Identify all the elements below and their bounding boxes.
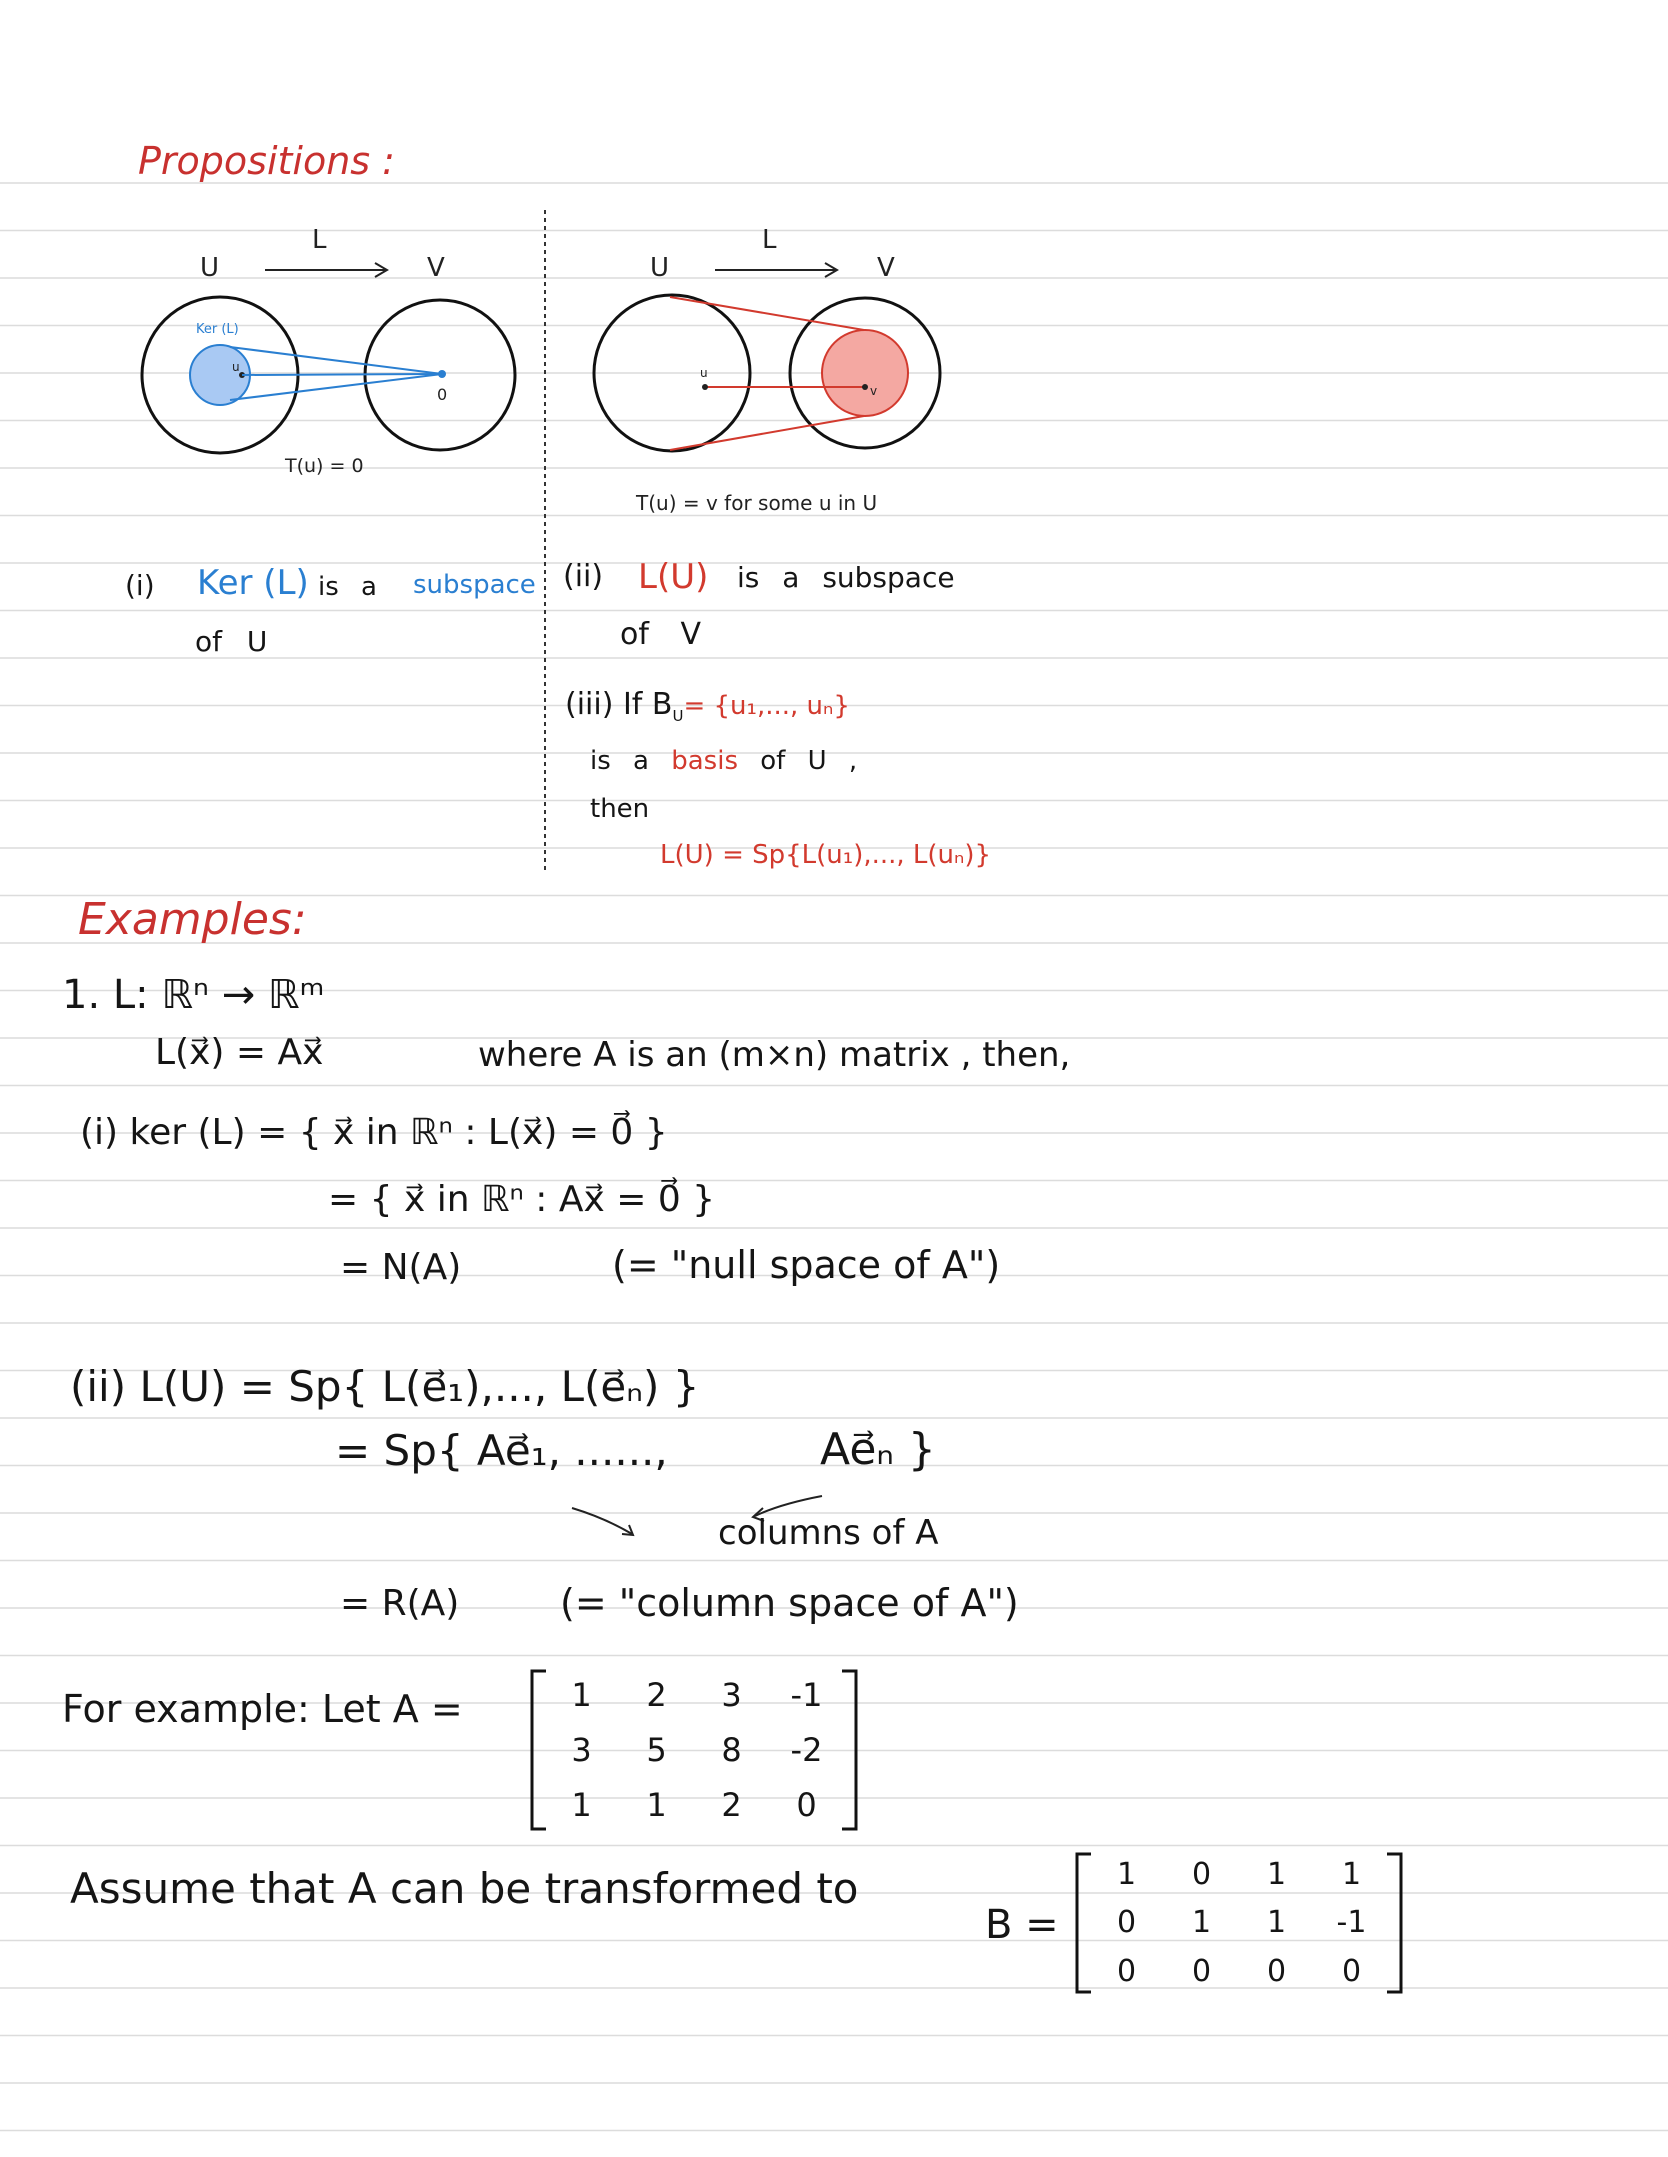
right-point-v: v [870, 384, 878, 398]
right-codomain-label: V [877, 253, 895, 283]
item-i-subspace: subspace [413, 570, 536, 600]
b-label: B = [985, 1902, 1059, 1948]
left-point-u: u [232, 360, 240, 374]
matrix-a-cell: -1 [790, 1675, 823, 1714]
image-line3-right: (= "column space of A") [560, 1581, 1019, 1625]
image-diagram [570, 220, 990, 520]
matrix-b [1065, 1848, 1410, 1998]
image-disk [822, 330, 908, 416]
matrix-a-cell: 3 [571, 1730, 592, 1769]
matrix-b-cell: 0 [1191, 1954, 1212, 1990]
image-line3-left: = R(A) [340, 1583, 460, 1624]
item-ii-of: of V [620, 617, 701, 652]
zero-point [438, 370, 446, 378]
matrix-b-cell: 1 [1116, 1856, 1137, 1892]
left-map-label: L [312, 225, 327, 255]
matrix-a-cell: 2 [646, 1675, 667, 1714]
matrix-b-cell: 0 [1116, 1905, 1137, 1941]
right-domain-label: U [650, 253, 670, 283]
matrix-b-cell: 0 [1116, 1954, 1137, 1990]
matrix-b-cell: 1 [1266, 1905, 1287, 1941]
kernel-label: Ker (L) [196, 322, 239, 337]
item-iii-line1 [565, 687, 850, 725]
matrix-a-cell: 0 [796, 1786, 817, 1825]
image-line2-left: = Sp{ Ae⃗₁, ......, [335, 1426, 668, 1475]
matrix-b-cell: -1 [1336, 1905, 1367, 1941]
item-iii-if: (iii) If B [565, 687, 673, 722]
matrix-a-cell: 2 [721, 1786, 742, 1825]
right-map-label: L [762, 225, 777, 255]
kernel-line3-left: = N(A) [340, 1247, 462, 1288]
item-iii-of-u: of U , [760, 746, 858, 776]
matrix-b-cell: 1 [1191, 1905, 1212, 1941]
ex1-head: 1. L: ℝⁿ → ℝᵐ [62, 972, 325, 1018]
matrix-a-cell: -2 [790, 1730, 823, 1769]
item-iii-is-a: is a [590, 746, 649, 776]
right-domain-circle [594, 295, 750, 451]
left-point-zero: 0 [437, 385, 448, 404]
matrix-b-cell: 1 [1266, 1856, 1287, 1892]
right-caption: T(u) = v for some u in U [636, 491, 878, 515]
item-iii-sub: U [672, 707, 684, 725]
kernel-diagram [120, 220, 540, 490]
item-iii-result: L(U) = Sp{L(u₁),..., L(uₙ)} [660, 840, 992, 870]
kernel-line2: = { x⃗ in ℝⁿ : Ax⃗ = 0⃗ } [328, 1179, 716, 1220]
ex1-where: where A is an (m×n) matrix , then, [478, 1035, 1071, 1075]
item-iii-line2 [590, 748, 857, 774]
item-iii-set: = {u₁,..., uₙ} [683, 691, 850, 721]
matrix-a-cell: 1 [646, 1786, 667, 1825]
image-line1: (ii) L(U) = Sp{ L(e⃗₁),..., L(e⃗ₙ) } [70, 1362, 700, 1411]
propositions-title: Propositions : [138, 139, 395, 183]
kernel-line1: (i) ker (L) = { x⃗ in ℝⁿ : L(x⃗) = 0⃗ } [80, 1112, 668, 1153]
matrix-a-cell: 5 [646, 1730, 667, 1769]
item-ii-rest: is a subspace [737, 561, 955, 594]
dashed-separator [540, 210, 550, 870]
ex1-def: L(x⃗) = Ax⃗ [155, 1032, 324, 1073]
left-codomain-label: V [427, 253, 445, 283]
matrix-b-cell: 0 [1266, 1954, 1287, 1990]
left-caption: T(u) = 0 [285, 455, 364, 477]
kernel-line3-right: (= "null space of A") [612, 1243, 1001, 1287]
image-note: columns of A [718, 1513, 939, 1553]
for-example: For example: Let A = [62, 1687, 463, 1731]
image-line2-right: Ae⃗ₙ } [820, 1424, 936, 1475]
matrix-a [520, 1665, 865, 1835]
examples-title: Examples: [78, 894, 307, 945]
item-iii-then: then [590, 794, 650, 824]
matrix-b-grid [1089, 1850, 1389, 1996]
item-i-kernel: Ker (L) [197, 563, 309, 603]
matrix-a-cell: 1 [571, 1675, 592, 1714]
assume-line: Assume that A can be transformed to [70, 1864, 859, 1913]
item-ii-image: L(U) [638, 557, 709, 597]
left-domain-label: U [200, 253, 220, 283]
item-iii-basis: basis [671, 746, 738, 776]
matrix-a-cell: 3 [721, 1675, 742, 1714]
matrix-b-cell: 0 [1191, 1856, 1212, 1892]
matrix-b-cell: 1 [1341, 1856, 1362, 1892]
matrix-a-cell: 1 [571, 1786, 592, 1825]
item-i-is-a: is a [318, 572, 377, 602]
item-i-number: (i) [125, 569, 155, 602]
right-point-u: u [700, 366, 708, 380]
matrix-a-grid [544, 1667, 844, 1833]
item-ii-number: (ii) [563, 559, 604, 594]
item-i-of: of U [195, 625, 268, 658]
matrix-a-cell: 8 [721, 1730, 742, 1769]
matrix-b-cell: 0 [1341, 1954, 1362, 1990]
